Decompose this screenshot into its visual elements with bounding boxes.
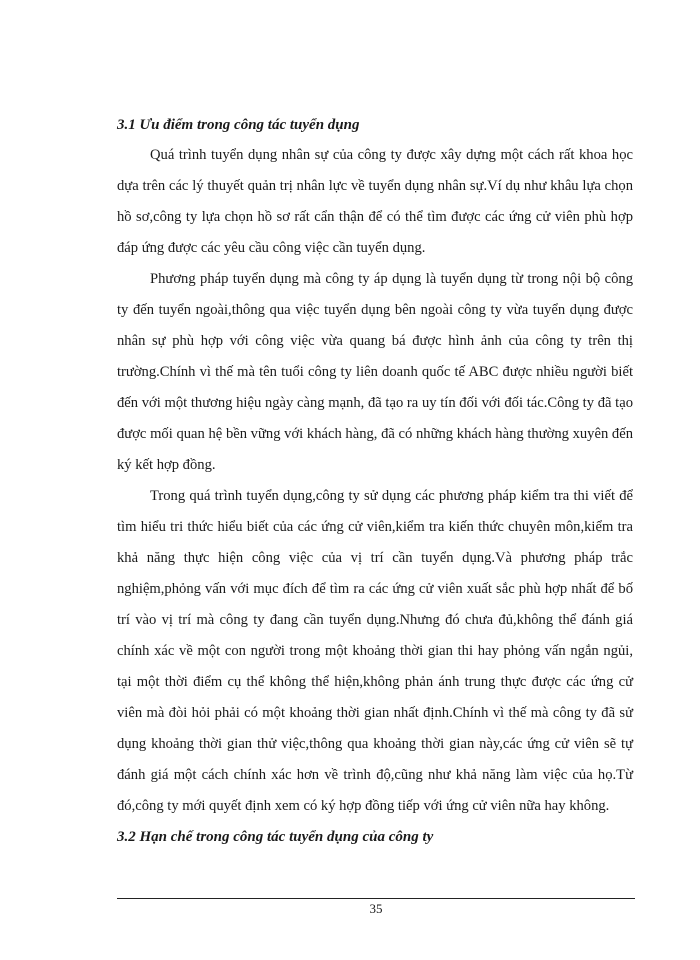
paragraph-1: Quá trình tuyển dụng nhân sự của công ty được xây dựng một cách rất khoa học dựa trên các lý thuyết quản trị nhân lực về tuyển dụng nhân sự.Ví dụ như khâu lựa chọn hồ sơ,công ty lựa chọn hồ sơ rất cẩn thận để có thể tìm được các ứng cử viên phù hợp đáp ứng được các yêu cầu công việc cần tuyển dụng. xyxy=(117,147,633,256)
footer-divider xyxy=(117,898,635,899)
page-number: 35 xyxy=(369,901,383,916)
paragraph-2: Phương pháp tuyển dụng mà công ty áp dụng là tuyển dụng từ trong nội bộ công ty đến tuyển ngoài,thông qua việc tuyển dụng bên ngoài công ty vừa tuyển dụng được nhân sự phù hợp với công việc vừa quang bá được hình ảnh của công ty trên thị trường.Chính vì thế mà tên tuổi công ty liên doanh quốc tế ABC được nhiều người biết đến với một thương hiệu ngày càng mạnh, đã tạo ra uy tín đối với đối tác.Công ty đã tạo được mối quan hệ bền vững với khách hàng, đã có những khách hàng thường xuyên đến ký kết hợp đồng. xyxy=(117,271,633,473)
section-heading-3-2: 3.2 Hạn chế trong công tác tuyển dụng của công ty xyxy=(117,829,434,845)
section-heading-3-1: 3.1 Ưu điểm trong công tác tuyển dụng xyxy=(117,117,360,133)
page-body xyxy=(117,110,633,852)
paragraph-3: Trong quá trình tuyển dụng,công ty sử dụng các phương pháp kiểm tra thi viết để tìm hiểu tri thức hiểu biết của các ứng cử viên,kiểm tra kiến thức chuyên môn,kiểm tra khả năng thực hiện công việc của vị trí cần tuyển dụng.Và phương pháp trắc nghiệm,phỏng vấn với mục đích để tìm ra các ứng cử viên xuất sắc phù hợp nhất để bố trí vào vị trí mà công ty đang cần tuyển dụng.Nhưng đó chưa đủ,không thể đánh giá chính xác về một con người trong một khoảng thời gian thi hay phỏng vấn ngắn ngủi, tại một thời điểm cụ thể không thể hiện,không phản ánh trung thực được các ứng cử viên mà đòi hỏi phải có một khoảng thời gian nhất định.Chính vì thế mà công ty đã sử dụng khoảng thời gian thử việc,thông qua khoảng thời gian này,các ứng cử viên sẽ tự đánh giá một cách chính xác hơn về trình độ,cũng như khả năng làm việc của họ.Từ đó,công ty mới quyết định xem có ký hợp đồng tiếp với ứng cử viên nữa hay không. xyxy=(117,488,633,814)
